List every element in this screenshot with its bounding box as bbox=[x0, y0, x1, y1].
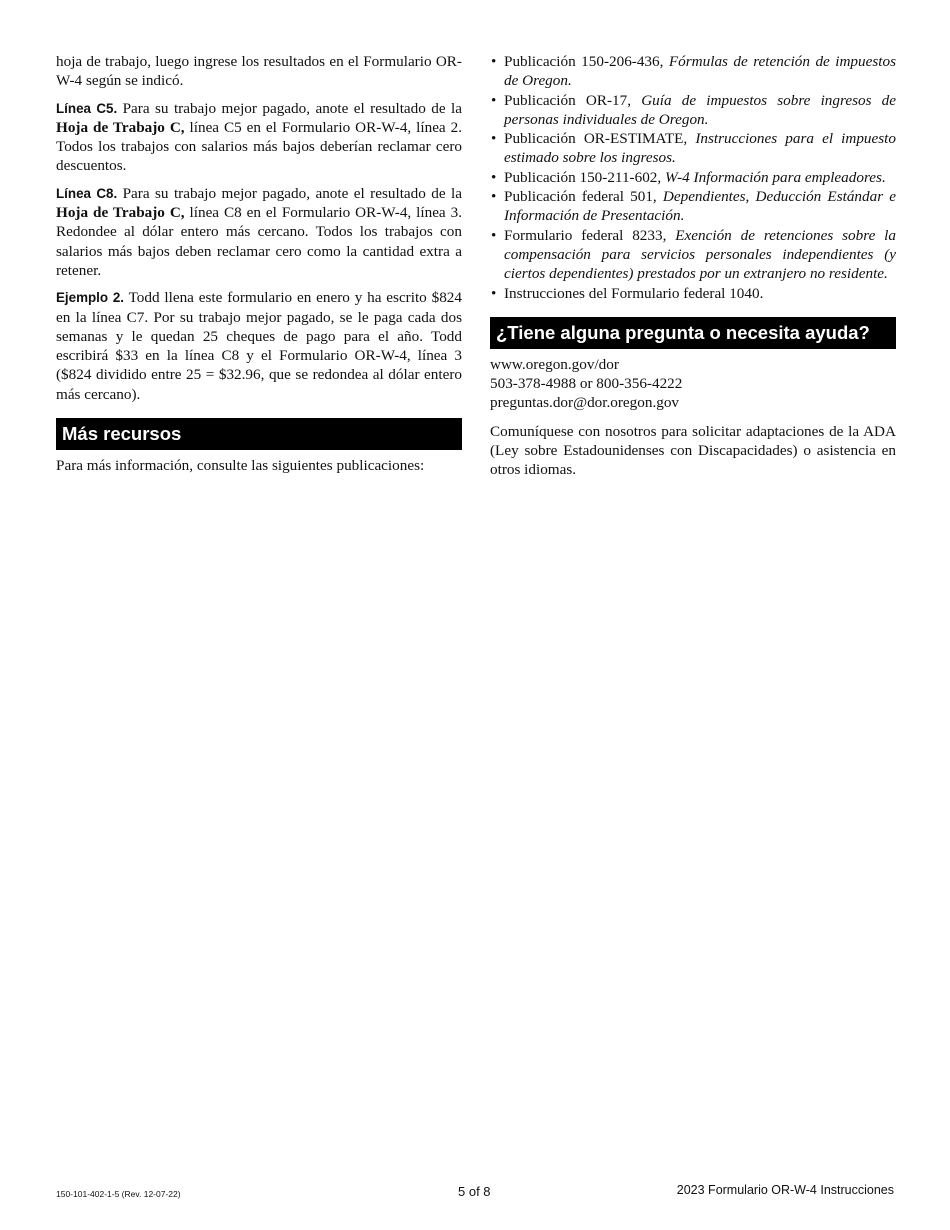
list-item bbox=[490, 187, 896, 226]
list-item bbox=[490, 168, 896, 187]
intro-paragraph: hoja de trabajo, luego ingrese los resultados en el Formulario OR-W-4 según se indicó. bbox=[56, 53, 462, 90]
line-c5-label: Línea C5. bbox=[56, 100, 118, 116]
phone-numbers: 503-378-4988 or 800-356-4222 bbox=[490, 375, 683, 393]
pub-title: Guía de impuestos sobre ingresos de personas individuales de Oregon. bbox=[504, 91, 897, 128]
form-number: 150-101-402-1-5 (Rev. 12-07-22) bbox=[56, 1189, 181, 1199]
pub-name: Publicación 150-211-602, bbox=[504, 168, 665, 186]
website-link[interactable]: www.oregon.gov/dor bbox=[490, 355, 619, 373]
pub-title: Exención de retenciones sobre la compensación para servicios personales independientes (y ciertos dependientes) prestados por un extranjero no residente. bbox=[504, 226, 896, 283]
ada-paragraph: Comuníquese con nosotros para solicitar adaptaciones de la ADA (Ley sobre Estadounidenses con Discapacidades) o asistencia en otros idiomas. bbox=[490, 422, 896, 479]
example-label: Ejemplo 2. bbox=[56, 290, 125, 306]
resources-intro: Para más información, consulte las siguientes publicaciones: bbox=[56, 457, 425, 475]
line-c8-label: Línea C8. bbox=[56, 185, 118, 201]
list-item bbox=[490, 226, 896, 284]
left-column bbox=[56, 52, 462, 483]
right-column bbox=[490, 52, 896, 488]
line-c8-paragraph bbox=[56, 184, 462, 280]
pub-title: Fórmulas de retención de impuestos de Oregon. bbox=[504, 53, 896, 90]
page-number: 5 of 8 bbox=[458, 1184, 491, 1199]
pub-title: Instrucciones para el impuesto estimado sobre los ingresos. bbox=[504, 130, 896, 167]
email-link[interactable]: preguntas.dor@dor.oregon.gov bbox=[490, 394, 680, 412]
pub-name: Formulario federal 8233, bbox=[504, 226, 676, 244]
pub-title: W-4 Información para empleadores. bbox=[665, 168, 886, 186]
help-heading: ¿Tiene alguna pregunta o necesita ayuda? bbox=[490, 317, 896, 349]
example-paragraph bbox=[56, 288, 462, 404]
publications-list bbox=[490, 52, 896, 303]
list-item bbox=[490, 129, 896, 168]
contact-info bbox=[490, 355, 896, 413]
pub-name: Instrucciones del Formulario federal 1040. bbox=[504, 284, 764, 302]
line-c5-paragraph bbox=[56, 99, 462, 176]
text: Para su trabajo mejor pagado, anote el resultado de la bbox=[117, 99, 462, 117]
pub-name: Publicación OR-ESTIMATE, bbox=[504, 130, 696, 148]
pub-title: Dependientes, Deducción Estándar e Información de Presentación. bbox=[504, 188, 897, 225]
text: línea C8 en el Formulario OR-W-4, línea 3. Redondee al dólar entero más cercano. Todos los trabajos con salarios más bajos deben reclamar cero como la cantidad extra a retener. bbox=[56, 204, 463, 279]
list-item bbox=[490, 52, 896, 91]
pub-name: Publicación federal 501, bbox=[504, 188, 663, 206]
pub-name: Publicación 150-206-436, bbox=[504, 53, 669, 70]
footer-title: 2023 Formulario OR-W-4 Instrucciones bbox=[676, 1183, 894, 1197]
resources-heading: Más recursos bbox=[56, 418, 462, 450]
list-item bbox=[490, 284, 896, 303]
text: Para su trabajo mejor pagado, anote el resultado de la bbox=[117, 184, 462, 202]
pub-name: Publicación OR-17, bbox=[504, 91, 642, 109]
text: Todd llena este formulario en enero y ha escrito $824 en la línea C7. Por su trabajo mejor pagado, se le paga cada dos semanas y le quedan 25 cheques de pago para el año. Todd escribirá $33 en la línea C8 y el Formulario OR-W-4, línea 3 ($824 dividido entre 25 = $32.96, que se redondea al dólar entero más cercano). bbox=[56, 289, 462, 403]
worksheet-ref: Hoja de Trabajo C, bbox=[56, 204, 185, 222]
worksheet-ref: Hoja de Trabajo C, bbox=[56, 118, 185, 136]
list-item bbox=[490, 91, 896, 130]
text: línea C5 en el Formulario OR-W-4, línea 2. Todos los trabajos con salarios más bajos deberían reclamar cero descuentos. bbox=[56, 118, 463, 175]
